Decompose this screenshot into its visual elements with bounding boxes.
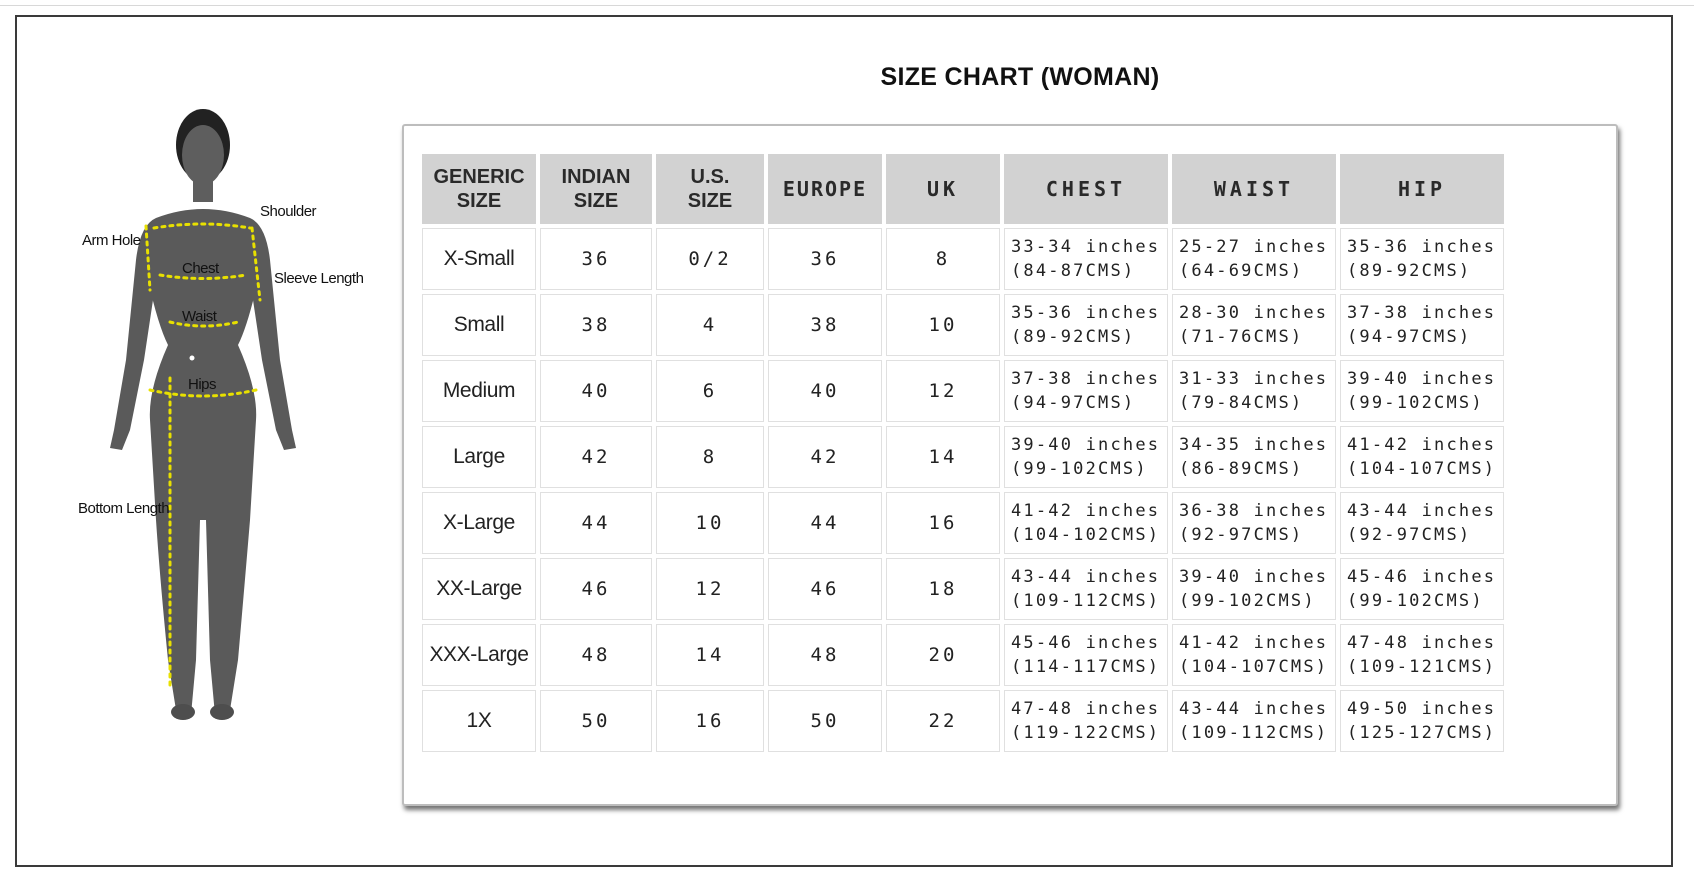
cell-hip-line: (99-102CMS) <box>1347 393 1484 413</box>
cell-hip-line: 47-48 inches <box>1347 633 1497 653</box>
cell-hip-line: (89-92CMS) <box>1347 261 1472 281</box>
cell-chest <box>1004 558 1168 620</box>
cell-us: 16 <box>656 690 764 752</box>
cell-chest-line: (109-112CMS) <box>1011 591 1161 611</box>
cell-waist-line: 31-33 inches <box>1179 369 1329 389</box>
cell-indian: 44 <box>540 492 652 554</box>
cell-hip <box>1340 690 1504 752</box>
cell-chest-line: (114-117CMS) <box>1011 657 1161 677</box>
cell-europe: 40 <box>768 360 882 422</box>
table-row <box>422 492 1504 554</box>
cell-waist-line: (79-84CMS) <box>1179 393 1304 413</box>
cell-hip-line: (92-97CMS) <box>1347 525 1472 545</box>
cell-waist-line: (109-112CMS) <box>1179 723 1329 743</box>
cell-chest <box>1004 426 1168 488</box>
header-indian-size: INDIAN SIZE <box>540 154 652 224</box>
cell-europe: 36 <box>768 228 882 290</box>
cell-chest-line: 41-42 inches <box>1011 501 1161 521</box>
page-title: SIZE CHART (WOMAN) <box>880 63 1160 91</box>
cell-indian: 38 <box>540 294 652 356</box>
cell-indian: 48 <box>540 624 652 686</box>
table-row <box>422 294 1504 356</box>
cell-europe: 48 <box>768 624 882 686</box>
cell-indian: 42 <box>540 426 652 488</box>
cell-waist-line: 28-30 inches <box>1179 303 1329 323</box>
label-arm-hole: Arm Hole <box>82 232 141 249</box>
top-divider <box>0 5 1694 6</box>
table-row <box>422 558 1504 620</box>
cell-waist-line: 39-40 inches <box>1179 567 1329 587</box>
cell-us: 4 <box>656 294 764 356</box>
cell-waist <box>1172 624 1336 686</box>
cell-hip-line: (99-102CMS) <box>1347 591 1484 611</box>
cell-uk: 14 <box>886 426 1000 488</box>
cell-indian: 50 <box>540 690 652 752</box>
cell-us: 14 <box>656 624 764 686</box>
cell-generic: XX-Large <box>422 558 536 620</box>
cell-uk: 8 <box>886 228 1000 290</box>
cell-hip-line: 49-50 inches <box>1347 699 1497 719</box>
cell-generic: XXX-Large <box>422 624 536 686</box>
header-us-size: U.S. SIZE <box>656 154 764 224</box>
cell-chest-line: (119-122CMS) <box>1011 723 1161 743</box>
female-silhouette-icon <box>70 100 390 780</box>
cell-chest-line: (89-92CMS) <box>1011 327 1136 347</box>
table-row <box>422 690 1504 752</box>
cell-hip <box>1340 426 1504 488</box>
label-hips: Hips <box>188 376 217 393</box>
cell-generic: Large <box>422 426 536 488</box>
cell-waist-line: 43-44 inches <box>1179 699 1329 719</box>
cell-hip-line: 43-44 inches <box>1347 501 1497 521</box>
header-europe: EUROPE <box>768 154 882 224</box>
label-shoulder: Shoulder <box>260 203 317 220</box>
cell-waist <box>1172 558 1336 620</box>
cell-hip-line: (125-127CMS) <box>1347 723 1497 743</box>
cell-europe: 50 <box>768 690 882 752</box>
cell-chest-line: (84-87CMS) <box>1011 261 1136 281</box>
cell-chest-line: 37-38 inches <box>1011 369 1161 389</box>
cell-chest-line: 47-48 inches <box>1011 699 1161 719</box>
table-row <box>422 624 1504 686</box>
cell-hip-line: (109-121CMS) <box>1347 657 1497 677</box>
cell-waist-line: (99-102CMS) <box>1179 591 1316 611</box>
cell-waist-line: 36-38 inches <box>1179 501 1329 521</box>
cell-chest <box>1004 624 1168 686</box>
cell-chest-line: 39-40 inches <box>1011 435 1161 455</box>
cell-generic: Medium <box>422 360 536 422</box>
cell-hip <box>1340 558 1504 620</box>
cell-hip <box>1340 624 1504 686</box>
cell-uk: 16 <box>886 492 1000 554</box>
cell-indian: 46 <box>540 558 652 620</box>
cell-chest <box>1004 294 1168 356</box>
cell-waist <box>1172 492 1336 554</box>
cell-chest-line: (94-97CMS) <box>1011 393 1136 413</box>
label-chest: Chest <box>182 260 219 277</box>
cell-uk: 12 <box>886 360 1000 422</box>
cell-generic: X-Large <box>422 492 536 554</box>
cell-indian: 40 <box>540 360 652 422</box>
cell-chest-line: 33-34 inches <box>1011 237 1161 257</box>
cell-waist <box>1172 690 1336 752</box>
cell-indian: 36 <box>540 228 652 290</box>
cell-hip-line: 37-38 inches <box>1347 303 1497 323</box>
cell-uk: 20 <box>886 624 1000 686</box>
label-sleeve-length: Sleeve Length <box>274 270 364 287</box>
cell-chest-line: 35-36 inches <box>1011 303 1161 323</box>
table-row <box>422 228 1504 290</box>
header-chest: CHEST <box>1004 154 1168 224</box>
cell-chest-line: (99-102CMS) <box>1011 459 1148 479</box>
cell-chest-line: (104-102CMS) <box>1011 525 1161 545</box>
cell-waist-line: (64-69CMS) <box>1179 261 1304 281</box>
header-waist: WAIST <box>1172 154 1336 224</box>
cell-us: 6 <box>656 360 764 422</box>
cell-hip-line: 39-40 inches <box>1347 369 1497 389</box>
cell-us: 0/2 <box>656 228 764 290</box>
cell-waist <box>1172 294 1336 356</box>
cell-waist-line: 41-42 inches <box>1179 633 1329 653</box>
label-waist: Waist <box>182 308 217 325</box>
cell-waist-line: (86-89CMS) <box>1179 459 1304 479</box>
cell-europe: 38 <box>768 294 882 356</box>
cell-waist-line: (104-107CMS) <box>1179 657 1329 677</box>
table-row <box>422 360 1504 422</box>
cell-us: 10 <box>656 492 764 554</box>
cell-waist-line: 34-35 inches <box>1179 435 1329 455</box>
cell-hip <box>1340 360 1504 422</box>
cell-us: 8 <box>656 426 764 488</box>
table-header-row <box>422 154 1504 224</box>
body-measurement-figure <box>70 100 390 780</box>
cell-hip <box>1340 492 1504 554</box>
cell-chest-line: 43-44 inches <box>1011 567 1161 587</box>
cell-generic: X-Small <box>422 228 536 290</box>
cell-chest <box>1004 690 1168 752</box>
cell-hip-line: (94-97CMS) <box>1347 327 1472 347</box>
cell-uk: 18 <box>886 558 1000 620</box>
cell-chest <box>1004 228 1168 290</box>
cell-hip <box>1340 228 1504 290</box>
cell-europe: 42 <box>768 426 882 488</box>
cell-hip-line: 41-42 inches <box>1347 435 1497 455</box>
cell-generic: Small <box>422 294 536 356</box>
cell-chest-line: 45-46 inches <box>1011 633 1161 653</box>
header-uk: UK <box>886 154 1000 224</box>
cell-hip-line: 45-46 inches <box>1347 567 1497 587</box>
header-hip: HIP <box>1340 154 1504 224</box>
cell-waist <box>1172 360 1336 422</box>
cell-hip <box>1340 294 1504 356</box>
cell-hip-line: (104-107CMS) <box>1347 459 1497 479</box>
cell-us: 12 <box>656 558 764 620</box>
label-bottom-length: Bottom Length <box>78 500 170 517</box>
cell-uk: 22 <box>886 690 1000 752</box>
cell-hip-line: 35-36 inches <box>1347 237 1497 257</box>
cell-chest <box>1004 360 1168 422</box>
cell-europe: 44 <box>768 492 882 554</box>
size-table-card <box>402 124 1618 806</box>
cell-waist <box>1172 228 1336 290</box>
cell-europe: 46 <box>768 558 882 620</box>
size-table <box>418 150 1508 756</box>
cell-chest <box>1004 492 1168 554</box>
cell-uk: 10 <box>886 294 1000 356</box>
cell-waist-line: (71-76CMS) <box>1179 327 1304 347</box>
cell-waist-line: 25-27 inches <box>1179 237 1329 257</box>
header-generic-size: GENERIC SIZE <box>422 154 536 224</box>
cell-generic: 1X <box>422 690 536 752</box>
cell-waist <box>1172 426 1336 488</box>
table-row <box>422 426 1504 488</box>
cell-waist-line: (92-97CMS) <box>1179 525 1304 545</box>
